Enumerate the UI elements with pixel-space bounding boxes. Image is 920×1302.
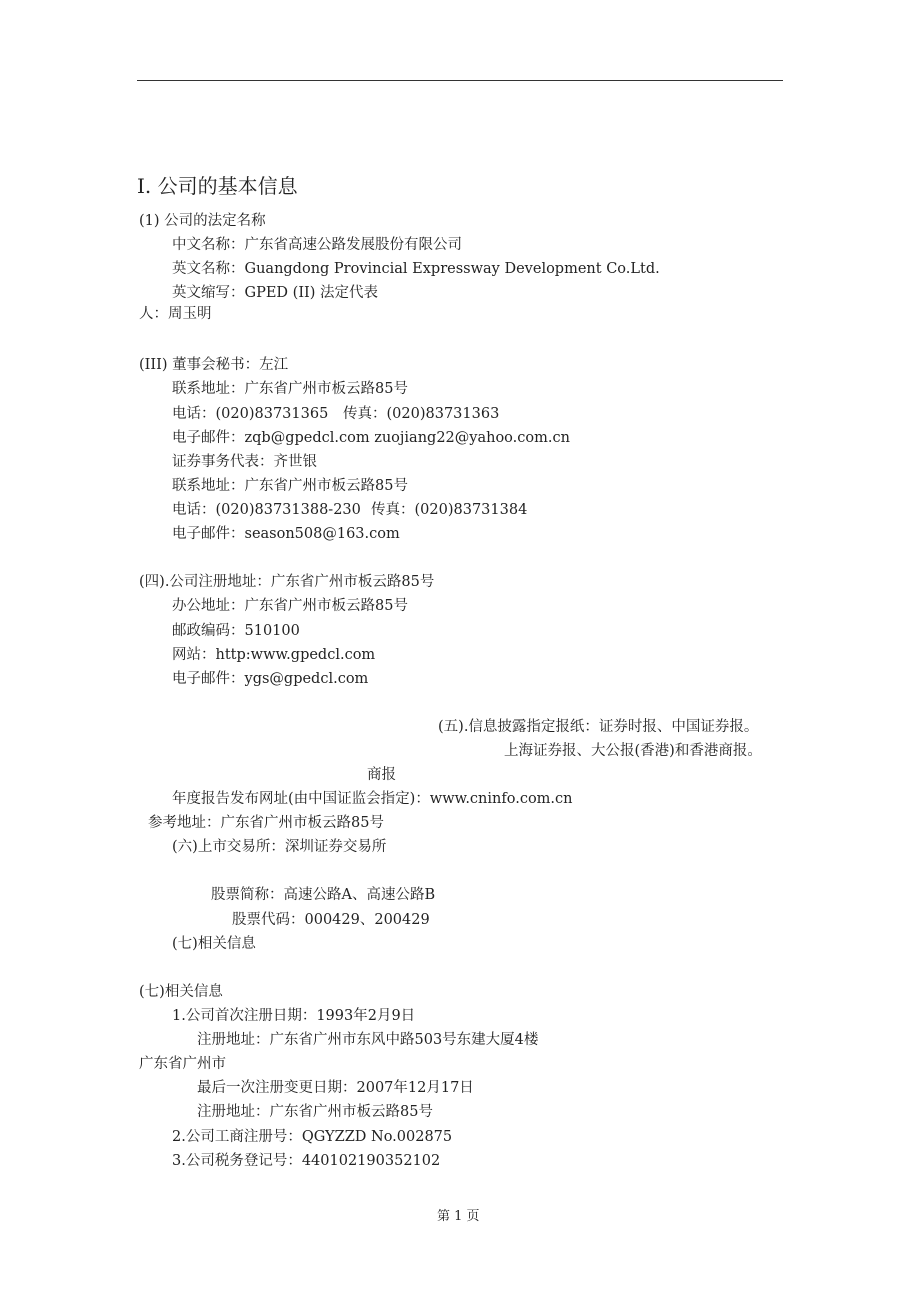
- last-change-date: 最后一次注册变更日期：2007年12月17日: [197, 1080, 474, 1096]
- section-7-heading: (七)相关信息: [139, 984, 223, 1000]
- disclosure-newspapers: (五).信息披露指定报纸：证券时报、中国证券报。: [438, 719, 759, 735]
- representative-fax: 传真：(020)83731384: [371, 502, 528, 518]
- registration-address-wrap: 广东省广州市: [139, 1056, 226, 1072]
- current-registration-address: 注册地址：广东省广州市板云路85号: [197, 1104, 433, 1120]
- website: 网站：http:www.gpedcl.com: [172, 647, 376, 663]
- first-registration-address: 注册地址：广东省广州市东风中路503号东建大厦4楼: [197, 1032, 539, 1048]
- chinese-name: 中文名称：广东省高速公路发展股份有限公司: [172, 237, 462, 253]
- stock-exchange: (六)上市交易所：深圳证券交易所: [172, 839, 387, 855]
- disclosure-newspapers-wrap: 商报: [367, 767, 396, 783]
- related-info-label: (七)相关信息: [172, 936, 256, 952]
- section-3-heading: (III) 董事会秘书：左江: [139, 357, 289, 373]
- secretary-fax: 传真：(020)83731363: [343, 406, 500, 422]
- business-registration-number: 2.公司工商注册号：QGYZZD No.002875: [172, 1129, 453, 1145]
- office-address: 办公地址：广东省广州市板云路85号: [172, 598, 408, 614]
- section-4-heading: (四).公司注册地址：广东省广州市板云路85号: [139, 574, 435, 590]
- secretary-address: 联系地址：广东省广州市板云路85号: [172, 381, 408, 397]
- section-1-heading: (1) 公司的法定名称: [139, 213, 266, 229]
- stock-code: 股票代码：000429、200429: [232, 912, 430, 928]
- secretary-email: 电子邮件：zqb@gpedcl.com zuojiang22@yahoo.com.cn: [172, 430, 570, 446]
- tax-registration-number: 3.公司税务登记号：440102190352102: [172, 1153, 441, 1169]
- english-name: 英文名称：Guangdong Provincial Expressway Development Co.Ltd.: [172, 261, 660, 277]
- representative-phone: 电话：(020)83731388-230: [172, 502, 361, 518]
- disclosure-newspapers-continued: 上海证券报、大公报(香港)和香港商报。: [504, 743, 762, 759]
- page-title: I. 公司的基本信息: [137, 174, 298, 198]
- representative-email: 电子邮件：season508@163.com: [172, 526, 400, 542]
- securities-representative: 证券事务代表：齐世银: [172, 454, 317, 470]
- stock-short-name: 股票简称：高速公路A、高速公路B: [211, 887, 436, 903]
- reference-address: 参考地址：广东省广州市板云路85号: [148, 815, 384, 831]
- page-number: 第 1 页: [437, 1209, 480, 1224]
- postcode: 邮政编码：510100: [172, 623, 300, 639]
- annual-report-website: 年度报告发布网址(由中国证监会指定)：www.cninfo.com.cn: [172, 791, 573, 807]
- company-email: 电子邮件：ygs@gpedcl.com: [172, 671, 369, 687]
- english-abbreviation: 英文缩写：GPED (II) 法定代表: [172, 285, 379, 301]
- secretary-phone: 电话：(020)83731365: [172, 406, 329, 422]
- representative-address: 联系地址：广东省广州市板云路85号: [172, 478, 408, 494]
- first-registration-date: 1.公司首次注册日期：1993年2月9日: [172, 1008, 416, 1024]
- legal-representative: 人：周玉明: [139, 306, 212, 322]
- header-rule: [137, 80, 783, 81]
